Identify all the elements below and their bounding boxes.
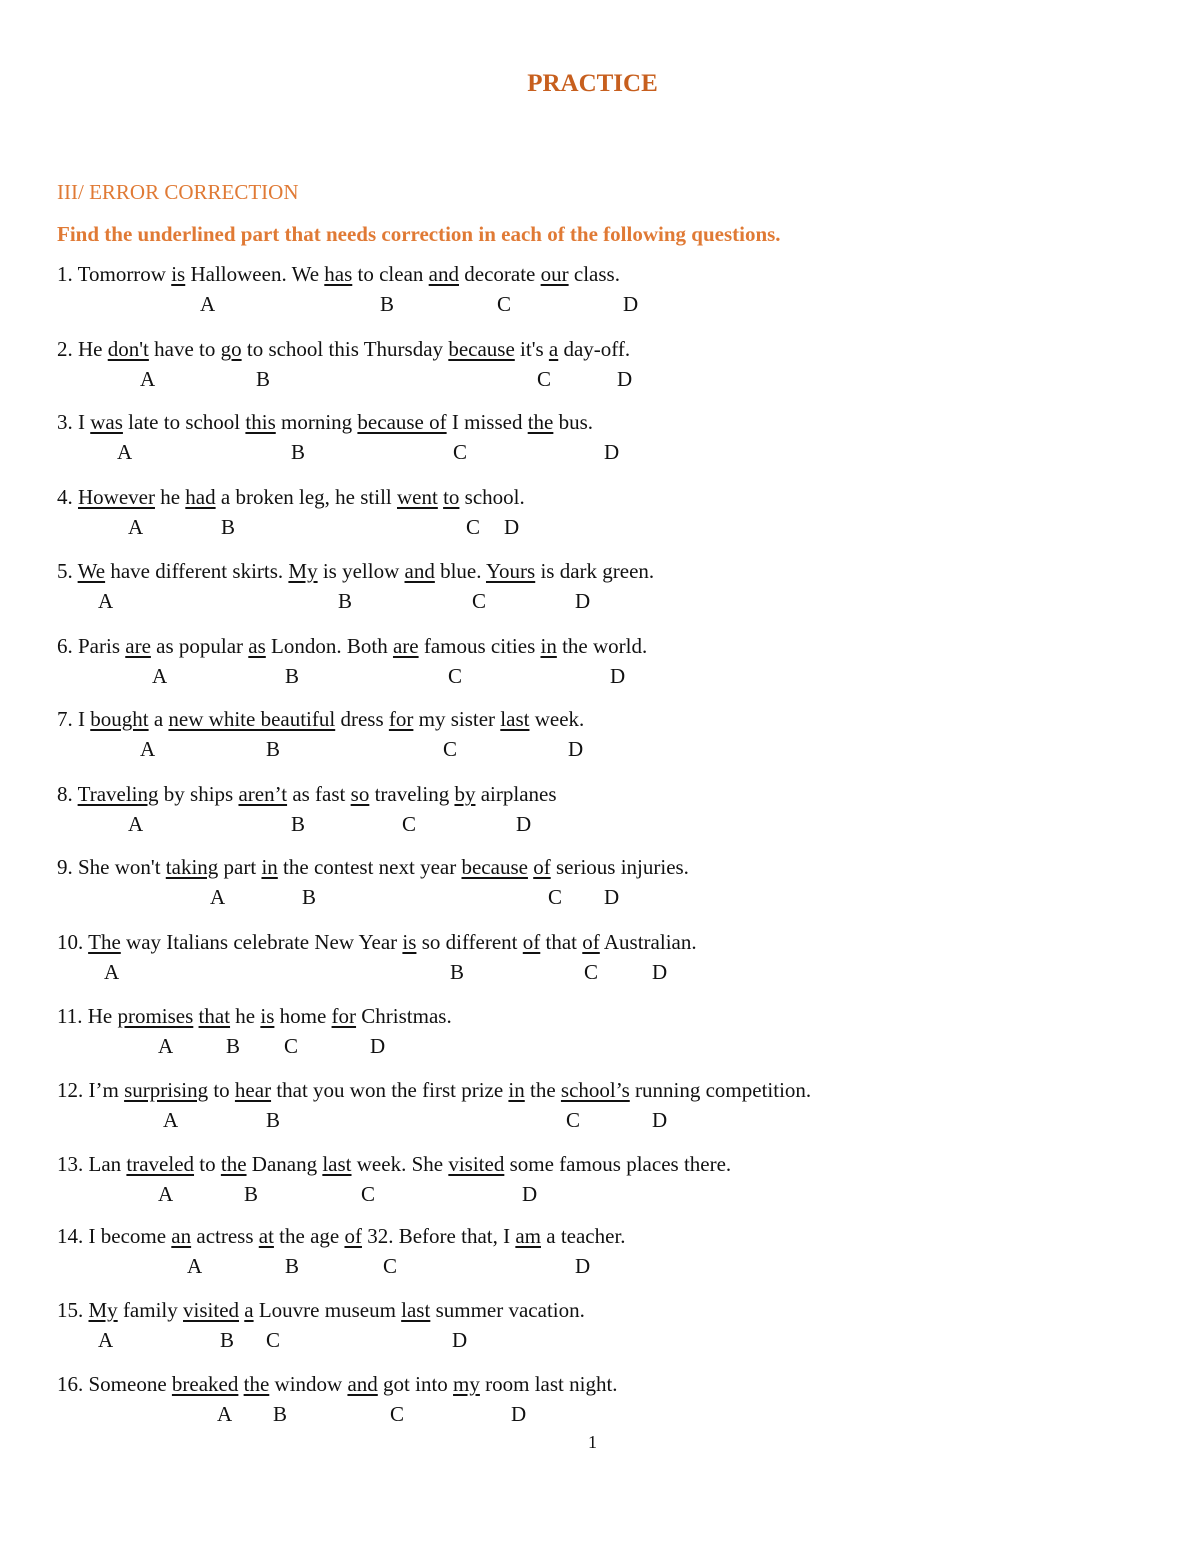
underlined-option: The: [88, 930, 121, 954]
underlined-option: is: [171, 262, 186, 286]
option-letter-c: C: [266, 1328, 281, 1352]
option-letter-b: B: [266, 1108, 281, 1132]
question-text: Australian.: [599, 930, 697, 954]
underlined-option: to: [443, 485, 460, 509]
underlined-option: in: [261, 855, 278, 879]
option-letter-c: C: [361, 1182, 376, 1206]
underlined-option: in: [508, 1078, 525, 1102]
option-letters: [0, 664, 1200, 688]
question-text: room last night.: [479, 1372, 618, 1396]
option-letters: [0, 1402, 1200, 1426]
underlined-option: My: [288, 559, 318, 583]
underlined-option: our: [540, 262, 569, 286]
option-letter-d: D: [652, 960, 668, 984]
question-text: 14. I become: [57, 1224, 172, 1248]
option-letter-c: C: [390, 1402, 405, 1426]
option-letter-c: C: [584, 960, 599, 984]
question-text: that you won the first prize: [271, 1078, 509, 1102]
option-letter-a: A: [140, 367, 156, 391]
option-letter-c: C: [537, 367, 552, 391]
underlined-option: promises: [117, 1004, 194, 1028]
question-text: a: [148, 707, 169, 731]
option-letters: [0, 1034, 1200, 1058]
underlined-option: by: [454, 782, 476, 806]
question-text: that: [540, 930, 583, 954]
underlined-option: for: [331, 1004, 357, 1028]
underlined-option: my: [453, 1372, 480, 1396]
question-text: 8.: [57, 782, 78, 806]
option-letter-a: A: [98, 589, 114, 613]
option-letter-a: A: [104, 960, 120, 984]
question-9: [57, 855, 689, 880]
option-letter-c: C: [472, 589, 487, 613]
option-letter-c: C: [402, 812, 417, 836]
underlined-option: in: [540, 634, 557, 658]
question-text: got into: [377, 1372, 454, 1396]
question-text: 9. She won't: [57, 855, 166, 879]
option-letter-b: B: [266, 737, 281, 761]
underlined-option: at: [258, 1224, 274, 1248]
page-title: PRACTICE: [527, 70, 658, 97]
option-letter-a: A: [140, 737, 156, 761]
underlined-option: visited: [183, 1298, 240, 1322]
underlined-option: was: [90, 410, 123, 434]
question-14: [57, 1224, 626, 1249]
underlined-option: are: [125, 634, 151, 658]
question-text: dress: [335, 707, 389, 731]
underlined-option: has: [324, 262, 353, 286]
question-11: [57, 1004, 452, 1029]
underlined-option: for: [388, 707, 414, 731]
option-letter-c: C: [566, 1108, 581, 1132]
option-letter-b: B: [450, 960, 465, 984]
underlined-option: surprising: [124, 1078, 209, 1102]
question-text: to: [208, 1078, 235, 1102]
question-text: 2. He: [57, 337, 108, 361]
underlined-option: We: [77, 559, 106, 583]
option-letter-c: C: [284, 1034, 299, 1058]
question-text: is dark green.: [535, 559, 655, 583]
option-letter-d: D: [575, 589, 591, 613]
underlined-option: last: [322, 1152, 352, 1176]
underlined-option: an: [171, 1224, 192, 1248]
option-letter-a: A: [163, 1108, 179, 1132]
option-letter-a: A: [117, 440, 133, 464]
option-letter-c: C: [497, 292, 512, 316]
question-text: serious injuries.: [550, 855, 689, 879]
option-letter-d: D: [575, 1254, 591, 1278]
question-text: he: [230, 1004, 261, 1028]
option-letters: [0, 1108, 1200, 1132]
underlined-option: school’s: [560, 1078, 630, 1102]
option-letter-a: A: [152, 664, 168, 688]
option-letter-c: C: [443, 737, 458, 761]
option-letter-a: A: [128, 812, 144, 836]
question-text: morning: [275, 410, 358, 434]
question-text: a broken leg, he still: [215, 485, 397, 509]
option-letters: [0, 812, 1200, 836]
underlined-option: the: [527, 410, 554, 434]
question-text: my sister: [413, 707, 501, 731]
question-text: famous cities: [418, 634, 541, 658]
question-text: Danang: [246, 1152, 323, 1176]
question-text: late to school: [122, 410, 246, 434]
option-letter-d: D: [516, 812, 532, 836]
underlined-option: am: [515, 1224, 541, 1248]
option-letter-c: C: [448, 664, 463, 688]
underlined-option: and: [347, 1372, 378, 1396]
option-letter-a: A: [210, 885, 226, 909]
option-letters: [0, 1328, 1200, 1352]
question-2: [57, 337, 630, 362]
underlined-option: breaked: [171, 1372, 239, 1396]
option-letter-d: D: [568, 737, 584, 761]
question-text: week.: [529, 707, 585, 731]
question-16: [57, 1372, 618, 1397]
question-text: the: [524, 1078, 561, 1102]
question-text: London. Both: [265, 634, 393, 658]
question-text: part: [218, 855, 262, 879]
underlined-option: last: [401, 1298, 431, 1322]
question-text: 5.: [57, 559, 78, 583]
question-text: 4.: [57, 485, 78, 509]
underlined-option: and: [428, 262, 459, 286]
underlined-option: aren’t: [238, 782, 288, 806]
option-letter-b: B: [285, 664, 300, 688]
question-text: actress: [191, 1224, 259, 1248]
option-letter-b: B: [291, 440, 306, 464]
question-text: 10.: [57, 930, 89, 954]
option-letter-a: A: [217, 1402, 233, 1426]
underlined-option: visited: [448, 1152, 505, 1176]
option-letter-c: C: [453, 440, 468, 464]
question-text: 12. I’m: [57, 1078, 125, 1102]
question-text: have different skirts.: [105, 559, 289, 583]
underlined-option: as: [248, 634, 266, 658]
option-letter-d: D: [452, 1328, 468, 1352]
underlined-option: My: [88, 1298, 118, 1322]
option-letter-b: B: [220, 1328, 235, 1352]
question-text: the age: [273, 1224, 345, 1248]
underlined-option: and: [404, 559, 435, 583]
option-letter-a: A: [158, 1182, 174, 1206]
option-letter-d: D: [604, 440, 620, 464]
underlined-option: hear: [234, 1078, 272, 1102]
underlined-option: had: [185, 485, 216, 509]
instruction-text: Find the underlined part that needs correction in each of the following questions.: [57, 222, 781, 246]
underlined-option: the: [243, 1372, 270, 1396]
question-text: day-off.: [558, 337, 631, 361]
option-letters: [0, 1254, 1200, 1278]
underlined-option: the: [220, 1152, 247, 1176]
option-letter-c: C: [548, 885, 563, 909]
underlined-option: because: [448, 337, 515, 361]
question-text: 15.: [57, 1298, 89, 1322]
page-number: 1: [588, 1432, 597, 1452]
question-5: [57, 559, 654, 584]
question-text: he: [154, 485, 186, 509]
option-letter-c: C: [383, 1254, 398, 1278]
question-7: [57, 707, 584, 732]
question-text: is yellow: [317, 559, 405, 583]
option-letter-b: B: [221, 515, 236, 539]
question-text: 11. He: [57, 1004, 118, 1028]
question-text: I missed: [446, 410, 528, 434]
option-letter-a: A: [200, 292, 216, 316]
option-letter-a: A: [98, 1328, 114, 1352]
question-text: 3. I: [57, 410, 91, 434]
underlined-option: so: [350, 782, 370, 806]
option-letter-d: D: [370, 1034, 386, 1058]
question-text: 7. I: [57, 707, 91, 731]
option-letter-b: B: [302, 885, 317, 909]
option-letter-d: D: [604, 885, 620, 909]
question-text: the contest next year: [277, 855, 462, 879]
question-text: the world.: [556, 634, 648, 658]
question-text: Halloween. We: [185, 262, 325, 286]
underlined-option: is: [402, 930, 417, 954]
question-text: bus.: [553, 410, 594, 434]
option-letter-d: D: [617, 367, 633, 391]
option-letters: [0, 960, 1200, 984]
question-text: school.: [459, 485, 525, 509]
underlined-option: of: [582, 930, 600, 954]
question-text: it's: [514, 337, 549, 361]
question-text: traveling: [369, 782, 455, 806]
option-letter-a: A: [187, 1254, 203, 1278]
option-letter-a: A: [158, 1034, 174, 1058]
question-text: by ships: [158, 782, 239, 806]
underlined-option: taking: [165, 855, 219, 879]
underlined-option: went: [397, 485, 438, 509]
question-text: week. She: [351, 1152, 449, 1176]
question-text: to: [194, 1152, 221, 1176]
question-12: [57, 1078, 811, 1103]
option-letter-b: B: [256, 367, 271, 391]
option-letter-d: D: [623, 292, 639, 316]
question-text: to school this Thursday: [241, 337, 449, 361]
question-text: way Italians celebrate New Year: [120, 930, 403, 954]
question-6: [57, 634, 647, 659]
question-text: family: [117, 1298, 184, 1322]
underlined-option: because of: [357, 410, 447, 434]
option-letter-d: D: [511, 1402, 527, 1426]
question-text: have to: [148, 337, 221, 361]
option-letter-d: D: [522, 1182, 538, 1206]
underlined-option: a: [548, 337, 559, 361]
question-text: 16. Someone: [57, 1372, 172, 1396]
underlined-option: Yours: [485, 559, 536, 583]
underlined-option: because: [461, 855, 528, 879]
option-letter-b: B: [338, 589, 353, 613]
underlined-option: go: [220, 337, 242, 361]
question-15: [57, 1298, 585, 1323]
underlined-option: don't: [107, 337, 149, 361]
underlined-option: that: [198, 1004, 231, 1028]
underlined-option: traveled: [126, 1152, 195, 1176]
question-text: 32. Before that, I: [361, 1224, 516, 1248]
underlined-option: of: [522, 930, 541, 954]
question-text: decorate: [459, 262, 541, 286]
question-text: Christmas.: [356, 1004, 452, 1028]
underlined-option: a: [244, 1298, 254, 1322]
question-text: some famous places there.: [504, 1152, 732, 1176]
option-letter-c: C: [466, 515, 481, 539]
question-text: home: [274, 1004, 332, 1028]
question-text: summer vacation.: [430, 1298, 585, 1322]
question-4: [57, 485, 525, 510]
question-text: a teacher.: [541, 1224, 626, 1248]
question-text: 13. Lan: [57, 1152, 127, 1176]
option-letters: [0, 1182, 1200, 1206]
option-letter-b: B: [244, 1182, 259, 1206]
underlined-option: are: [392, 634, 419, 658]
question-text: so different: [416, 930, 523, 954]
question-10: [57, 930, 697, 955]
question-text: 1. Tomorrow: [57, 262, 172, 286]
question-3: [57, 410, 593, 435]
option-letters: [0, 440, 1200, 464]
question-1: [57, 262, 620, 287]
section-heading: III/ ERROR CORRECTION: [57, 180, 299, 204]
option-letter-b: B: [380, 292, 395, 316]
question-text: airplanes: [475, 782, 557, 806]
underlined-option: of: [344, 1224, 362, 1248]
underlined-option: of: [533, 855, 551, 879]
option-letters: [0, 292, 1200, 316]
option-letters: [0, 885, 1200, 909]
question-text: window: [269, 1372, 348, 1396]
option-letter-d: D: [652, 1108, 668, 1132]
question-text: class.: [568, 262, 620, 286]
question-text: as fast: [287, 782, 351, 806]
option-letter-b: B: [291, 812, 306, 836]
option-letters: [0, 515, 1200, 539]
option-letter-d: D: [610, 664, 626, 688]
option-letter-b: B: [273, 1402, 288, 1426]
question-13: [57, 1152, 731, 1177]
question-text: 6. Paris: [57, 634, 126, 658]
question-text: to clean: [352, 262, 429, 286]
option-letters: [0, 367, 1200, 391]
option-letter-a: A: [128, 515, 144, 539]
underlined-option: this: [245, 410, 276, 434]
option-letter-b: B: [226, 1034, 241, 1058]
underlined-option: Traveling: [77, 782, 159, 806]
underlined-option: However: [78, 485, 155, 509]
option-letters: [0, 737, 1200, 761]
option-letter-d: D: [504, 515, 520, 539]
underlined-option: last: [500, 707, 530, 731]
option-letters: [0, 589, 1200, 613]
underlined-option: new white beautiful: [168, 707, 336, 731]
question-text: as popular: [150, 634, 249, 658]
option-letter-b: B: [285, 1254, 300, 1278]
question-text: Louvre museum: [253, 1298, 402, 1322]
question-8: [57, 782, 557, 807]
underlined-option: bought: [90, 707, 149, 731]
question-text: running competition.: [629, 1078, 812, 1102]
question-text: blue.: [434, 559, 486, 583]
underlined-option: is: [260, 1004, 275, 1028]
